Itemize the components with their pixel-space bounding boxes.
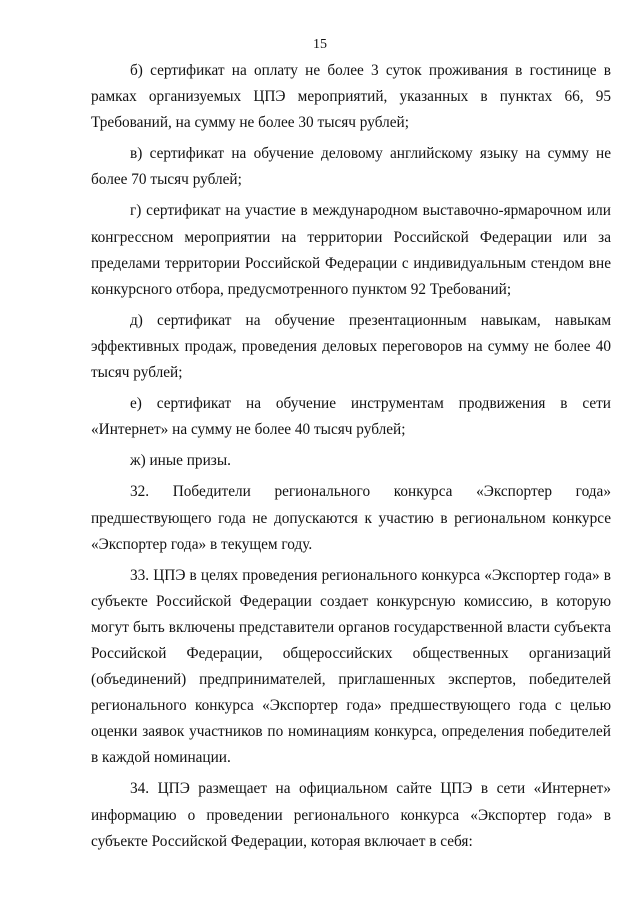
paragraph-zh: ж) иные призы.: [130, 452, 231, 470]
document-body: [91, 58, 611, 855]
paragraph-34: 34. ЦПЭ размещает на официальном сайте ЦПЭ в сети «Интернет» информацию о проведении регионального конкурса «Экспортер года» в субъекте Российской Федерации, которая включает в себя:: [91, 780, 611, 850]
page-number: 15: [313, 37, 327, 52]
paragraph-d: д) сертификат на обучение презентационным навыкам, навыкам эффективных продаж, проведения деловых переговоров на сумму не более 40 тысяч рублей;: [91, 311, 611, 382]
paragraph-v: в) сертификат на обучение деловому английскому языку на сумму не более 70 тысяч рублей;: [91, 145, 611, 189]
paragraph-33: 33. ЦПЭ в целях проведения регионального конкурса «Экспортер года» в субъекте Российской Федерации создает конкурсную комиссию, в которую могут быть включены представители органов государственной власти субъекта Российской Федерации, общероссийских общественных организаций (объединений) предпринимателей, приглашенных экспертов, победителей регионального конкурса «Экспортер года» предшествующего года с целью оценки заявок участников по номинациям конкурса, определения победителей в каждой номинации.: [91, 566, 611, 767]
paragraph-b: б) сертификат на оплату не более 3 суток проживания в гостинице в рамках организуемых ЦПЭ мероприятий, указанных в пунктах 66, 95 Требований, на сумму не более 30 тысяч рублей;: [91, 62, 611, 132]
paragraph-e: е) сертификат на обучение инструментам продвижения в сети «Интернет» на сумму не более 40 тысяч рублей;: [91, 395, 611, 439]
paragraph-32: 32. Победители регионального конкурса «Экспортер года» предшествующего года не допускаются к участию в региональном конкурсе «Экспортер года» в текущем году.: [91, 483, 611, 553]
paragraph-g: г) сертификат на участие в международном выставочно-ярмарочном или конгрессном мероприятии на территории Российской Федерации или за пределами территории Российской Федерации с индивидуальным стендом вне конкурсного отбора, предусмотренного пунктом 92 Требований;: [91, 202, 611, 298]
